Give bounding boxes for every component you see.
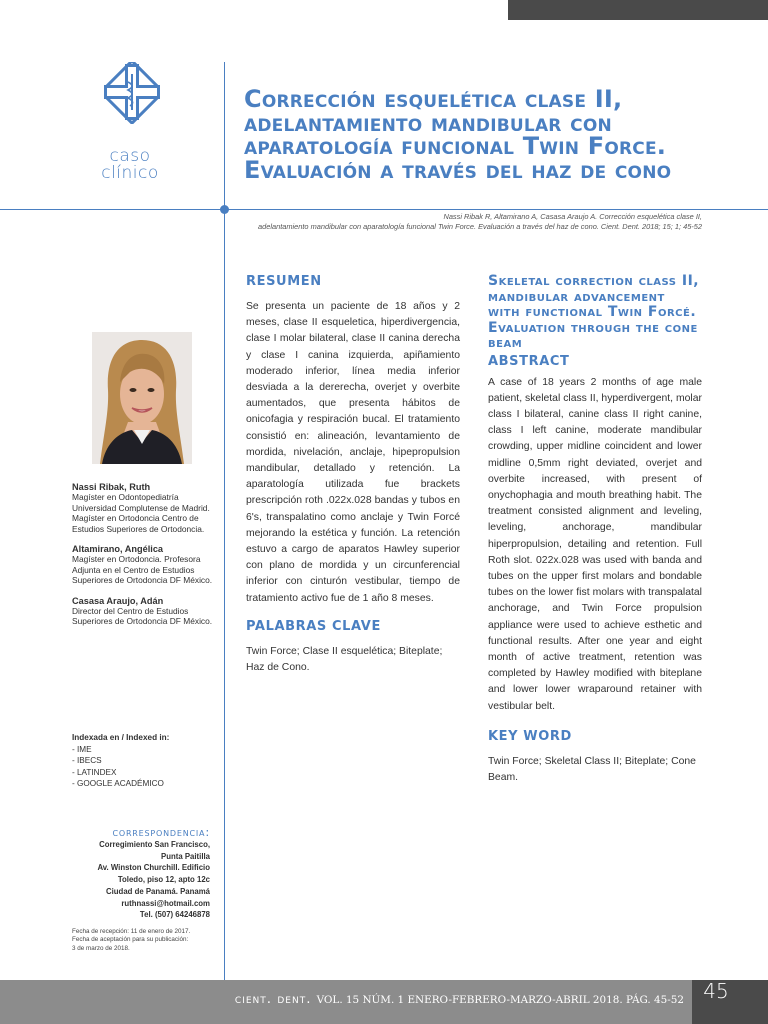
- top-bar-dark: [508, 0, 768, 20]
- indexed-item: - LATINDEX: [72, 767, 117, 777]
- page-number: 45: [703, 979, 729, 1003]
- authors-list: [72, 482, 216, 627]
- correspondence-line: Toledo, piso 12, apto 12c: [117, 875, 210, 885]
- article-title: Corrección esquelética clase II, adelantamiento mandibular con aparatología funcional Twin Force. Evaluación a través del haz de cono: [244, 85, 672, 184]
- horizontal-divider: [0, 209, 768, 210]
- citation-line2: adelantamiento mandibular con aparatología funcional Twin Force. Evaluación a través del haz de cono. Cient. Dent. 2018; 15; 1; 45-52: [258, 222, 702, 231]
- spanish-column: [246, 274, 460, 676]
- page-footer: [0, 980, 768, 1024]
- key-word-text: Twin Force; Skeletal Class II; Biteplate; Cone Beam.: [488, 755, 696, 783]
- citation-line1: Nassi Ribak R, Altamirano A, Casasa Araujo A. Corrección esquelética clase II,: [443, 212, 702, 221]
- abstract-heading: ABSTRACT: [488, 353, 570, 369]
- resumen-heading: RESUMEN: [246, 274, 322, 289]
- correspondence-phone: Tel. (507) 64246878: [139, 910, 210, 920]
- author-affiliation: Magíster en Odontopediatría Universidad Complutense de Madrid. Magíster en Ortodoncia Centro de Estudios Superiores de Ortodoncia.: [72, 492, 210, 534]
- author-affiliation: Director del Centro de Estudios Superiores de Ortodoncia DF México.: [72, 606, 213, 627]
- author-name: Casasa Araujo, Adán: [72, 595, 164, 606]
- key-word-heading: KEY WORD: [488, 728, 572, 744]
- date-line: Fecha de recepción: 11 de enero de 2017.: [72, 928, 191, 935]
- section-label-line2: clínico: [101, 163, 159, 183]
- reception-dates: [72, 928, 222, 953]
- correspondence-line: Punta Paitilla: [161, 851, 210, 861]
- section-label-line1: caso: [109, 146, 151, 166]
- correspondence: [66, 825, 210, 921]
- correspondence-line: Av. Winston Churchill. Edificio: [97, 863, 210, 873]
- correspondence-line: Corregimiento San Francisco,: [99, 840, 210, 849]
- divider-dot: [220, 205, 229, 214]
- section-label: [72, 148, 188, 182]
- vertical-divider: [224, 62, 225, 980]
- author-portrait-image: [92, 332, 192, 464]
- indexed-in: [72, 732, 222, 790]
- palabras-clave-text: Twin Force; Clase II esquelética; Biteplate; Haz de Cono.: [246, 645, 443, 674]
- indexed-heading: Indexada en / Indexed in:: [72, 733, 170, 742]
- abstract-text: A case of 18 years 2 months of age male patient, skeletal class II, hyperdivergent, molar class I bilateral, canine class II right canine, class I left canine, moderate mandibular crowding, upper midline coincident and lower midline 0,5mm right deviated, overjet and overbite increased, with present of onychophagia and mouth breathing habit. The treatment consisted alignment and leveling, leveling, anchorage, mandibular hiperpropulsion, detailing and retention. Full Roth slot. 022x.028 was used with banda and tubes on the upper first molars and bondable tubes on the lower fist molars with transpalatal anchorage, and Twin Force propulsion appliance were used to achieve esthetic and functional results. After one year and eight month of active treatment, retention was completed by Hawley modified with biteplane and lower lower wraparound retainer with vestibular belt.: [488, 376, 702, 712]
- author-photo: [92, 332, 192, 464]
- correspondence-email[interactable]: ruthnassi@hotmail.com: [121, 898, 210, 908]
- author-name: Altamirano, Angélica: [72, 544, 164, 555]
- palabras-clave-heading: PALABRAS CLAVE: [246, 618, 381, 634]
- indexed-item: - GOOGLE ACADÉMICO: [72, 779, 164, 789]
- indexed-item: - IME: [72, 744, 92, 754]
- star-of-life-icon: [104, 62, 160, 124]
- date-line: 3 de marzo de 2018.: [72, 944, 130, 952]
- footer-volume: VOL. 15 NÚM. 1 ENERO-FEBRERO-MARZO-ABRIL 2018. PÁG. 45-52: [316, 994, 684, 1006]
- correspondence-heading: correspondencia:: [112, 825, 210, 839]
- correspondence-line: Ciudad de Panamá. Panamá: [106, 886, 210, 896]
- top-bar-white: [0, 0, 508, 20]
- footer-journal-name: cient. dent.: [234, 991, 312, 1007]
- indexed-item: - IBECS: [72, 756, 102, 766]
- author-name: Nassi Ribak, Ruth: [72, 482, 151, 492]
- citation: [240, 212, 702, 232]
- english-column: [488, 274, 702, 786]
- author-affiliation: Magíster en Ortodoncia. Profesora Adjunta en el Centro de Estudios Superiores de Ortodoncia DF México.: [72, 554, 213, 586]
- english-title: Skeletal correction class II, mandibular advancement with functional Twin Forcé. Evaluation through the cone beam: [488, 273, 700, 351]
- date-line: Fecha de aceptación para su publicación:: [72, 936, 189, 944]
- resumen-text: Se presenta un paciente de 18 años y 2 meses, clase II esqueletica, hiperdivergencia, clase I molar bilateral, clase II canina derecha y clase I canina izquierda, apiñamiento moderado inferior, línea media inferior desviada a la dererecha, overjet y overbite aumentados, que presenta hábitos de onicofagia y respiración bucal. El tratamiento consistió en: alineación, levantamiento de mordida, nivelación, anclaje, hipepropulsion mandibular, detallado y retención. La aparatología utilizada fue brackets prescripción roth .022x.028 bandas y tubos en 6's, transpalatino como anclaje y Twin Forcé mejorando la estética y función. La retención estuvo a cargo de aparatos Hawley superior con plano de mordida y un circunferencial inferior con cinturón vestibular, tiempo de tratamiento activo fue de 1 año 8 meses.: [246, 301, 460, 604]
- footer-journal-info: [0, 988, 684, 1007]
